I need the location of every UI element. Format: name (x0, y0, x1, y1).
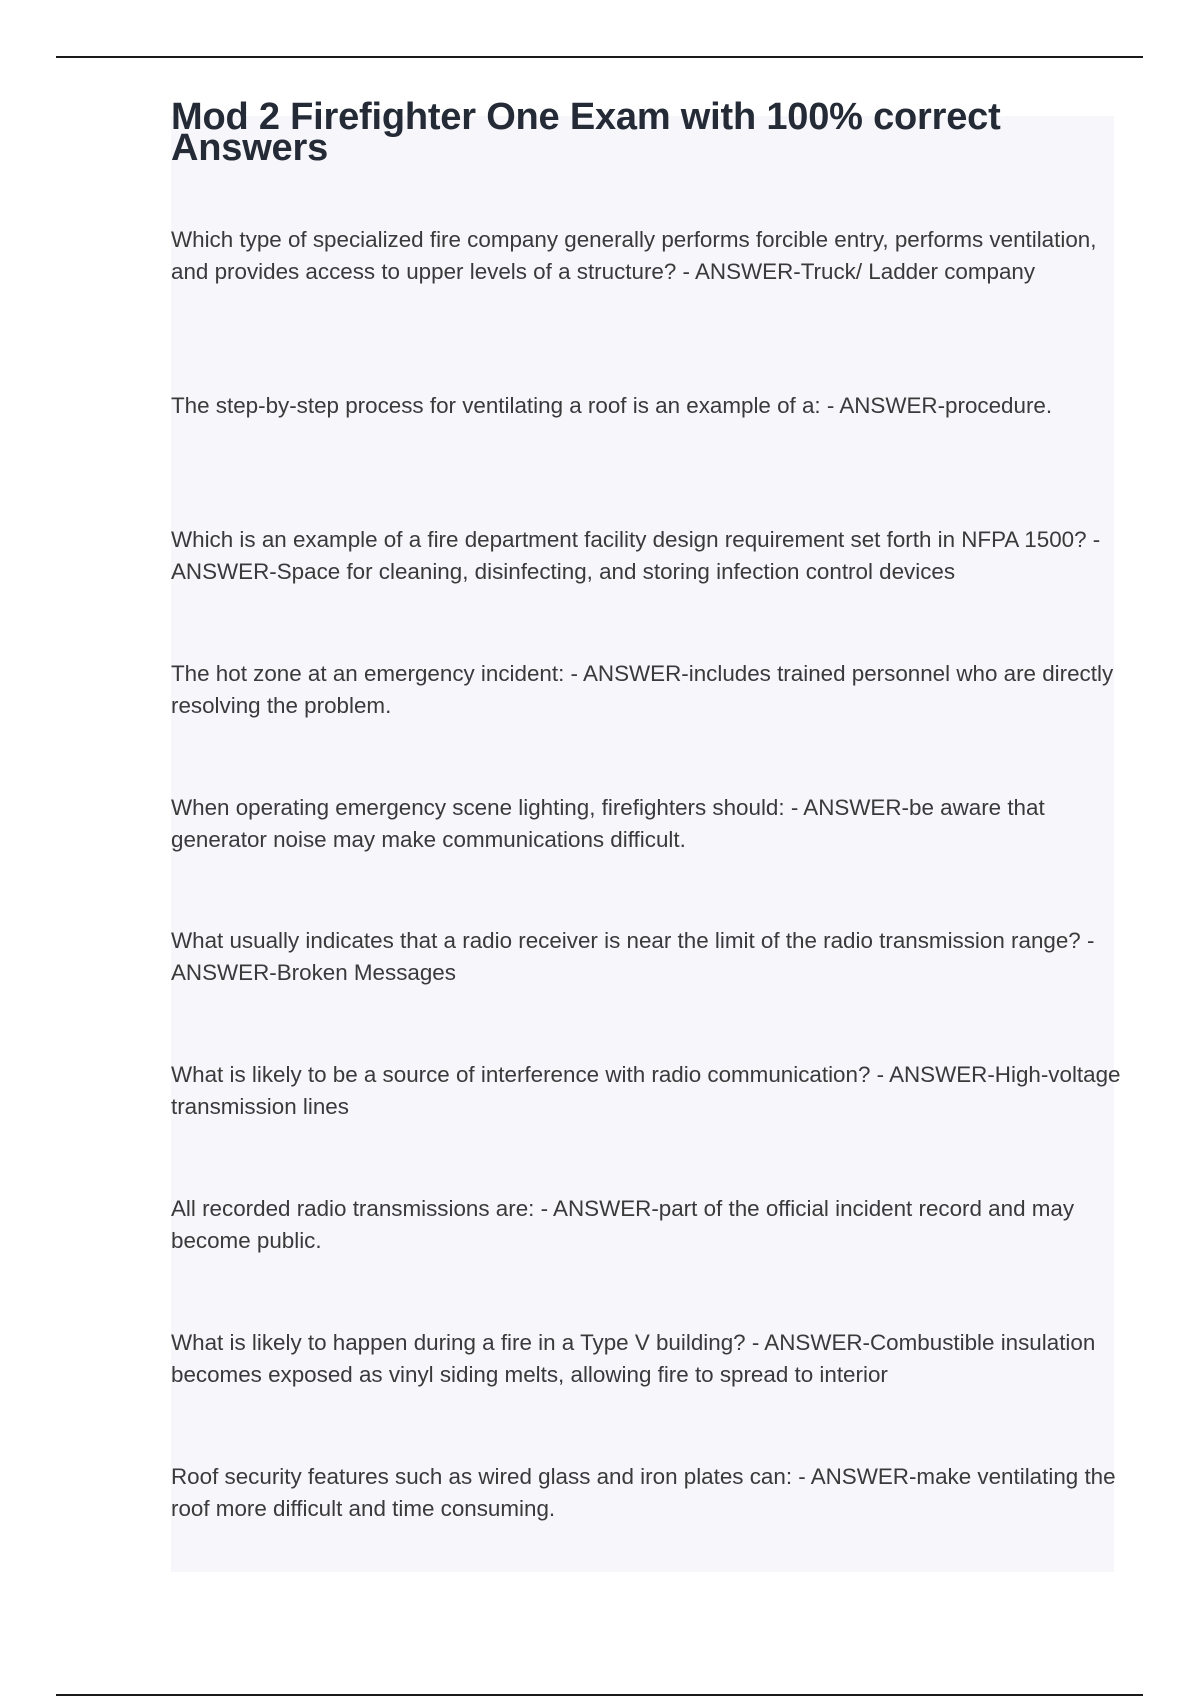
qa-item-6: What usually indicates that a radio receiver is near the limit of the radio transmission range? - ANSWER-Broken Messages (171, 928, 1095, 985)
qa-item-8: All recorded radio transmissions are: - ANSWER-part of the official incident record and may become public. (171, 1196, 1075, 1253)
qa-item-1: Which type of specialized fire company generally performs forcible entry, performs ventilation, and provides access to upper levels of a structure? - ANSWER-Truck/ Ladder company (171, 227, 1097, 284)
qa-item-5: When operating emergency scene lighting, firefighters should: - ANSWER-be aware that generator noise may make communications difficult. (171, 795, 1045, 852)
qa-item-10: Roof security features such as wired glass and iron plates can: - ANSWER-make ventilating the roof more difficult and time consuming. (171, 1464, 1116, 1521)
header-rule (56, 56, 1143, 58)
document-title: Mod 2 Firefighter One Exam with 100% correct Answers (171, 96, 1001, 169)
footer-rule (56, 1694, 1143, 1696)
qa-item-9: What is likely to happen during a fire in a Type V building? - ANSWER-Combustible insulation becomes exposed as vinyl siding melts, allowing fire to spread to interior (171, 1330, 1096, 1387)
qa-item-4: The hot zone at an emergency incident: - ANSWER-includes trained personnel who are directly resolving the problem. (171, 661, 1114, 718)
qa-item-7: What is likely to be a source of interference with radio communication? - ANSWER-High-voltage transmission lines (171, 1062, 1121, 1119)
qa-item-3: Which is an example of a fire department facility design requirement set forth in NFPA 1500? - ANSWER-Space for cleaning, disinfecting, and storing infection control devices (171, 527, 1101, 584)
qa-item-2: The step-by-step process for ventilating a roof is an example of a: - ANSWER-procedure. (171, 393, 1053, 418)
